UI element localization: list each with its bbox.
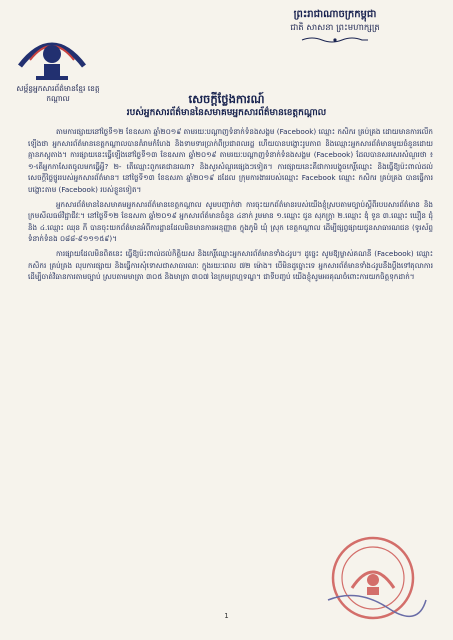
paragraph: តាមការផ្សាយនៅថ្ងៃទី១២ ខែឧសភា ឆ្នាំ២០១៩ តាមរយៈបណ្តាញទំនាក់ទំនងសង្គម (Facebook) ឈ្មោះ កសិករ គ្រប់គ្រង ដោយមានការលើកឡើងថា អ្នកសារព័ត៌មានខេត្តកណ្តាលបានគំរាមកំហែង និងទាមទារប្រាក់ពីប្រជាពលរដ្ឋ ហើយបានបង្ហោះរូបភាព និងឈ្មោះអ្នកសារព័ត៌មានមួយចំនួនដោយគ្មានភស្តុតាង។ ការផ្សាយនេះធ្វើឡើងនៅថ្ងៃទី១៣ ខែឧសភា ឆ្នាំ២០១៩ តាមរយៈបណ្តាញទំនាក់ទំនងសង្គម (Facebook) ដែលបានសរសេរសំណួរថា ៖ ១-តើអ្នកកាសែតចូលមកធ្វើអ្វី? ២- តើឈ្មោះពួកគេជានរណា? និងសួរសំណួរផ្សេងៗទៀត។ ការផ្សាយនេះគឺជាការបង្ខូចកេរ្តិ៍ឈ្មោះ និងធ្វើឱ្យប៉ះពាល់ដល់សេចក្តីថ្លៃថ្នូររបស់អ្នកសារព័ត៌មាន។ នៅថ្ងៃទី១៣ ខែឧសភា ឆ្នាំ២០១៩ ដដែល ក្រុមការងាររបស់ឈ្មោះ Facebook ឈ្មោះ កសិករ គ្រប់គ្រង បានធ្វើការបង្ហោះតាម (Facebook) របស់ខ្លួនទៀត។	[28, 127, 433, 194]
official-seal-icon	[318, 530, 428, 625]
paragraph: ការផ្សាយដែលមិនពិតនេះ ធ្វើឱ្យប៉ះពាល់ដល់កិត្តិយស និងកេរ្តិ៍ឈ្មោះអ្នកសារព័ត៌មានទាំង៤រូប។ ដូច្នេះ សូមឱ្យម្ចាស់គណនី (Facebook) ឈ្មោះ កសិករ គ្រប់គ្រង លុបការផ្សាយ និងធ្វើការសុំទោសជាសាធារណៈ ក្នុងរយៈពេល ៧២ ម៉ោង។ បើមិនដូច្នោះទេ អ្នកសារព័ត៌មានទាំង៤រូបនឹងប្តឹងទៅតុលាការដើម្បីចាត់វិធានការតាមច្បាប់ ស្របតាមមាត្រា ៣០៥ និងមាត្រា ៣០៧ នៃក្រមព្រហ្មទណ្ឌ។ ជាទីបញ្ចប់ យើងខ្ញុំសូមអរគុណចំពោះការយកចិត្តទុកដាក់។	[28, 248, 433, 282]
association-logo-icon	[16, 20, 88, 82]
organization-name: សម្ព័ន្ធអ្នកសារព័ត៌មានខ្មែរ ខេត្តកណ្ដាល	[16, 84, 100, 103]
divider-ornament-icon	[300, 36, 370, 44]
statement-body	[28, 126, 433, 286]
national-motto: ជាតិ សាសនា ព្រះមហាក្សត្រ	[290, 23, 380, 33]
paragraph: អ្នកសារព័ត៌មាននៃសមាគមអ្នកសារព័ត៌មានខេត្តកណ្តាល សូមបញ្ជាក់ថា ការចុះយកព័ត៌មានរបស់យើងខ្ញុំស្របតាមច្បាប់ស្តីពីរបបសារព័ត៌មាន និងក្រមសីលធម៌វិជ្ជាជីវៈ។ នៅថ្ងៃទី១២ ខែឧសភា ឆ្នាំ២០១៩ អ្នកសារព័ត៌មានចំនួន ៤នាក់ រួមមាន ១.ឈ្មោះ ជួន សុភក្ត្រា ២.ឈ្មោះ ឌុំ ទួន ៣.ឈ្មោះ ឃឿន ជុំ និង ៤.ឈ្មោះ ឈុន ភី បានចុះយកព័ត៌មានអំពីការដ្ឋានដែលមិនមានការអនុញ្ញាត ក្នុងភូមិ ឃុំ ស្រុក ខេត្តកណ្តាល ដើម្បីផ្សព្វផ្សាយជូនសាធារណជន (ទូរស័ព្ទទំនាក់ទំនង ០៨៨-៩១១១៥៩)។	[28, 199, 433, 244]
page-number: 1	[224, 612, 229, 620]
document-title: សេចក្តីថ្លែងការណ៍	[188, 92, 265, 106]
kingdom-header: ព្រះរាជាណាចក្រកម្ពុជា	[293, 9, 377, 20]
document-subtitle: របស់អ្នកសារព័ត៌មាននៃសមាគមអ្នកសារព័ត៌មានខេត្តកណ្តាល	[126, 108, 327, 118]
